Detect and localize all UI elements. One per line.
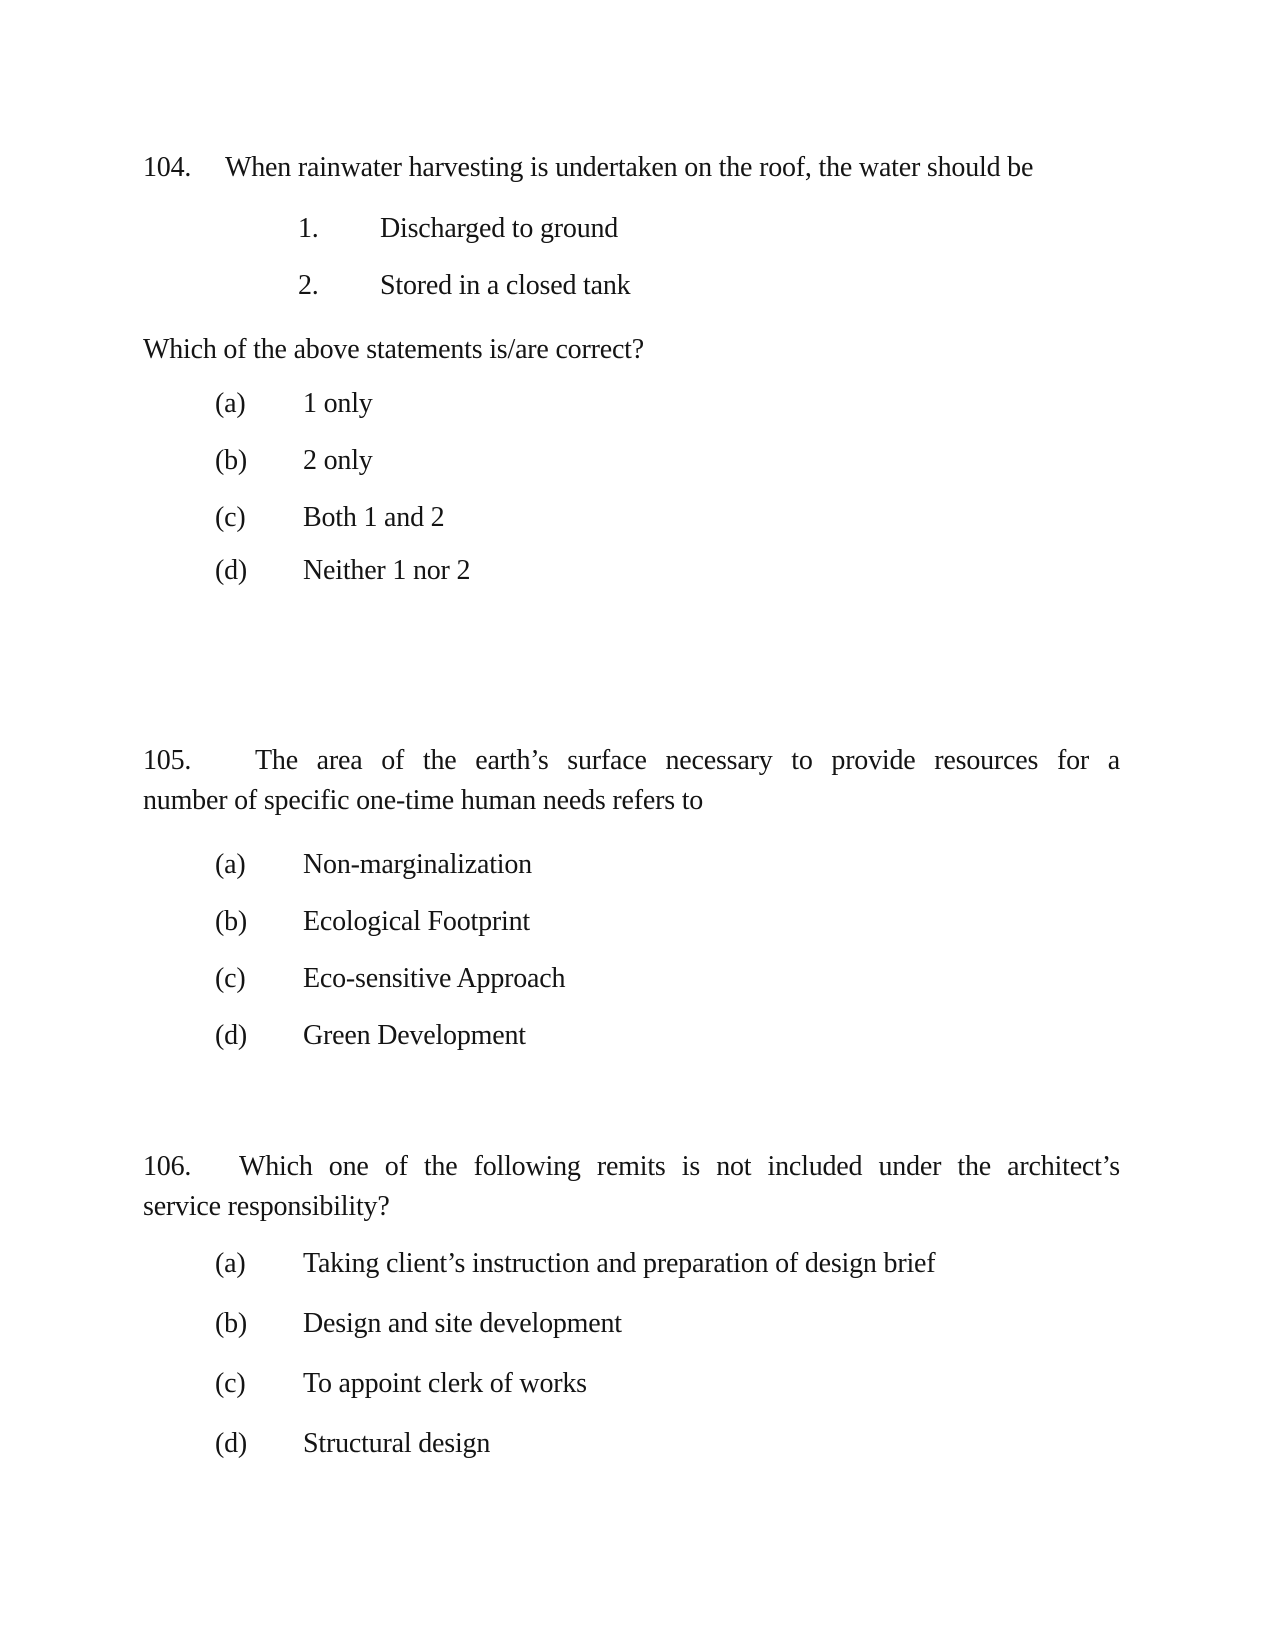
question-number: 106.	[143, 1151, 192, 1182]
option-text: 1 only	[303, 388, 373, 419]
question-104-option-b	[215, 441, 373, 481]
option-label: (c)	[215, 502, 246, 533]
question-104-option-a	[215, 384, 373, 424]
option-text: 2 only	[303, 445, 373, 476]
statement-number: 2.	[298, 270, 319, 301]
question-105-option-a	[215, 845, 532, 885]
question-text: Which of the above statements is/are correct?	[143, 334, 644, 365]
statement-item-1	[298, 209, 618, 249]
option-text: Taking client’s instruction and preparation of design brief	[303, 1248, 936, 1279]
question-105-option-c	[215, 959, 565, 999]
question-106-option-b	[215, 1304, 622, 1344]
question-text: When rainwater harvesting is undertaken on the roof, the water should be	[225, 152, 1034, 183]
option-text: To appoint clerk of works	[303, 1368, 587, 1399]
option-text: Design and site development	[303, 1308, 622, 1339]
option-text: Green Development	[303, 1020, 526, 1051]
statement-number: 1.	[298, 213, 319, 244]
option-text: Neither 1 nor 2	[303, 555, 471, 586]
question-104-stem-continued	[143, 330, 644, 370]
option-text: Eco-sensitive Approach	[303, 963, 566, 994]
question-104-stem	[143, 148, 1033, 188]
option-label: (a)	[215, 849, 246, 880]
option-text: Non-marginalization	[303, 849, 532, 880]
question-104-option-c	[215, 498, 444, 538]
option-label: (d)	[215, 555, 248, 586]
question-104-option-d	[215, 551, 470, 591]
option-label: (d)	[215, 1428, 248, 1459]
option-label: (b)	[215, 445, 248, 476]
option-label: (a)	[215, 1248, 246, 1279]
question-number: 105.	[143, 745, 192, 776]
option-label: (a)	[215, 388, 246, 419]
question-105-option-d	[215, 1016, 526, 1056]
question-106-stem	[143, 1147, 1120, 1227]
option-label: (d)	[215, 1020, 248, 1051]
question-106-option-a	[215, 1244, 935, 1284]
option-text: Ecological Footprint	[303, 906, 530, 937]
question-106-option-d	[215, 1424, 490, 1464]
question-105-stem	[143, 741, 1120, 821]
question-text-line2: number of specific one-time human needs refers to	[143, 785, 704, 816]
option-text: Structural design	[303, 1428, 491, 1459]
question-text-line2: service responsibility?	[143, 1191, 390, 1222]
option-text: Both 1 and 2	[303, 502, 445, 533]
question-text-line1: The area of the earth’s surface necessary to provide resources for a	[255, 745, 1120, 776]
statement-text: Discharged to ground	[380, 213, 619, 244]
option-label: (c)	[215, 1368, 246, 1399]
option-label: (b)	[215, 1308, 248, 1339]
question-text-line1: Which one of the following remits is not included under the architect’s	[239, 1151, 1120, 1182]
statement-text: Stored in a closed tank	[380, 270, 631, 301]
question-number: 104.	[143, 152, 192, 183]
option-label: (b)	[215, 906, 248, 937]
question-105-option-b	[215, 902, 530, 942]
question-106-option-c	[215, 1364, 587, 1404]
statement-item-2	[298, 266, 630, 306]
option-label: (c)	[215, 963, 246, 994]
